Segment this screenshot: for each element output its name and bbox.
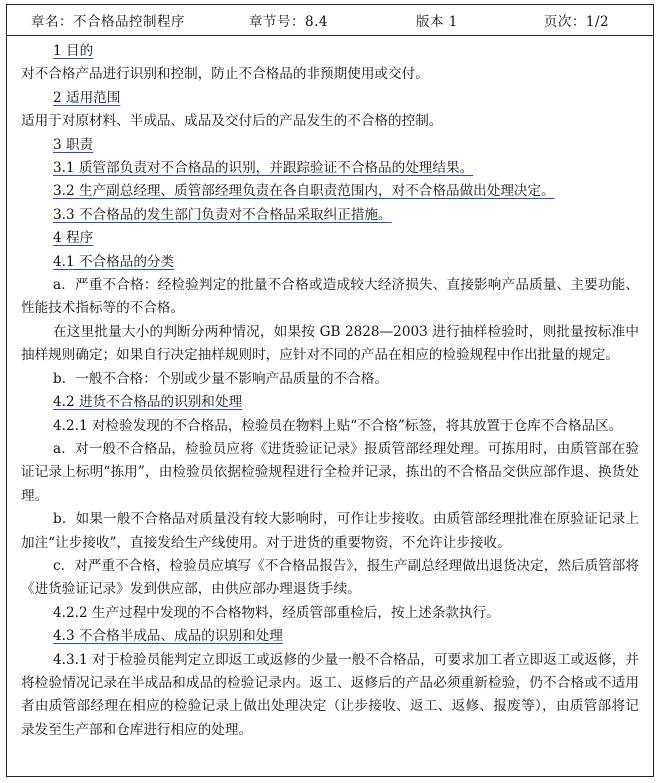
section-4-2-c: c．对严重不合格，检验员应填写《不合格品报告》，报生产副总经理做出退货决定，然后质管部将《进货验证记录》发到供应部，由供应部办理退货手续。	[21, 557, 639, 598]
chapter-number: 章节号：8.4	[249, 14, 328, 30]
document-page	[6, 4, 654, 777]
section-3-heading: 3 职责	[53, 136, 94, 153]
section-4-1-heading: 4.1 不合格品的分类	[53, 253, 175, 270]
section-4-heading: 4 程序	[53, 230, 94, 247]
version-label: 版本 1	[415, 14, 458, 30]
section-4-3-heading: 4.3 不合格半成品、成品的识别和处理	[53, 628, 283, 645]
page-number: 页次：1/2	[543, 14, 610, 30]
section-4-2-a: a．对一般不合格品，检验员应将《进货验证记录》报质管部经理处理。可拣用时，由质管部在验证记录上标明“拣用”，由检验员依据检验规程进行全检并记录，拣出的不合格品交供应部作退、换货处理。	[21, 440, 639, 504]
section-3-3: 3.3 不合格品的发生部门负责对不合格品采取纠正措施。	[53, 206, 392, 223]
section-4-3-1: 4.3.1 对于检验员能判定立即返工或返修的少量一般不合格品，可要求加工者立即返工或返修，并将检验情况记录在半成品和成品的检验记录内。返工、返修后的产品必须重新检验，仍不合格或不适用者由质管部经理在相应的检验记录上做出处理决定（让步接收、返工、返修、报废等），由质管部将记录发至生产部和仓库进行相应的处理。	[21, 651, 639, 738]
section-2-text: 适用于对原材料、半成品、成品及交付后的产品发生的不合格的控制。	[21, 113, 443, 130]
section-1-heading: 1 目的	[53, 43, 94, 59]
section-4-1-a-note: 在这里批量大小的判断分两种情况，如果按 GB 2828—2003 进行抽样检验时，则批量按标准中抽样规则确定；如果自行决定抽样规则时，应针对不同的产品在相应的检验规程中作出批量的规定。	[21, 323, 639, 364]
chapter-name: 章名：不合格品控制程序	[31, 14, 185, 30]
document-body	[7, 36, 653, 742]
section-4-2-heading: 4.2 进货不合格品的识别和处理	[53, 394, 243, 411]
section-1-text: 对不合格产品进行识别和控制，防止不合格品的非预期使用或交付。	[21, 66, 429, 83]
section-4-1-a: a．严重不合格：经检验判定的批量不合格或造成较大经济损失、直接影响产品质量、主要功能、性能技术指标等的不合格。	[21, 277, 639, 317]
section-4-1-b: b．一般不合格：个别或少量不影响产品质量的不合格。	[53, 370, 388, 387]
section-3-1: 3.1 质管部负责对不合格品的识别，并跟踪验证不合格品的处理结果。	[53, 160, 474, 177]
section-4-2-1: 4.2.1 对检验发现的不合格品，检验员在物料上贴“不合格”标签，将其放置于仓库不合格品区。	[53, 417, 623, 434]
document-header	[7, 5, 653, 36]
section-2-heading: 2 适用范围	[53, 89, 121, 106]
section-3-2: 3.2 生产副总经理、质管部经理负责在各自职责范围内，对不合格品做出处理决定。	[53, 183, 555, 200]
section-4-2-b: b．如果一般不合格品对质量没有较大影响时，可作让步接收。由质管部经理批准在原验证记录上加注“让步接收”，直接发给生产线使用。对于进货的重要物资，不允许让步接收。	[21, 511, 639, 551]
section-4-2-2: 4.2.2 生产过程中发现的不合格物料，经质管部重检后，按上述条款执行。	[53, 604, 500, 621]
